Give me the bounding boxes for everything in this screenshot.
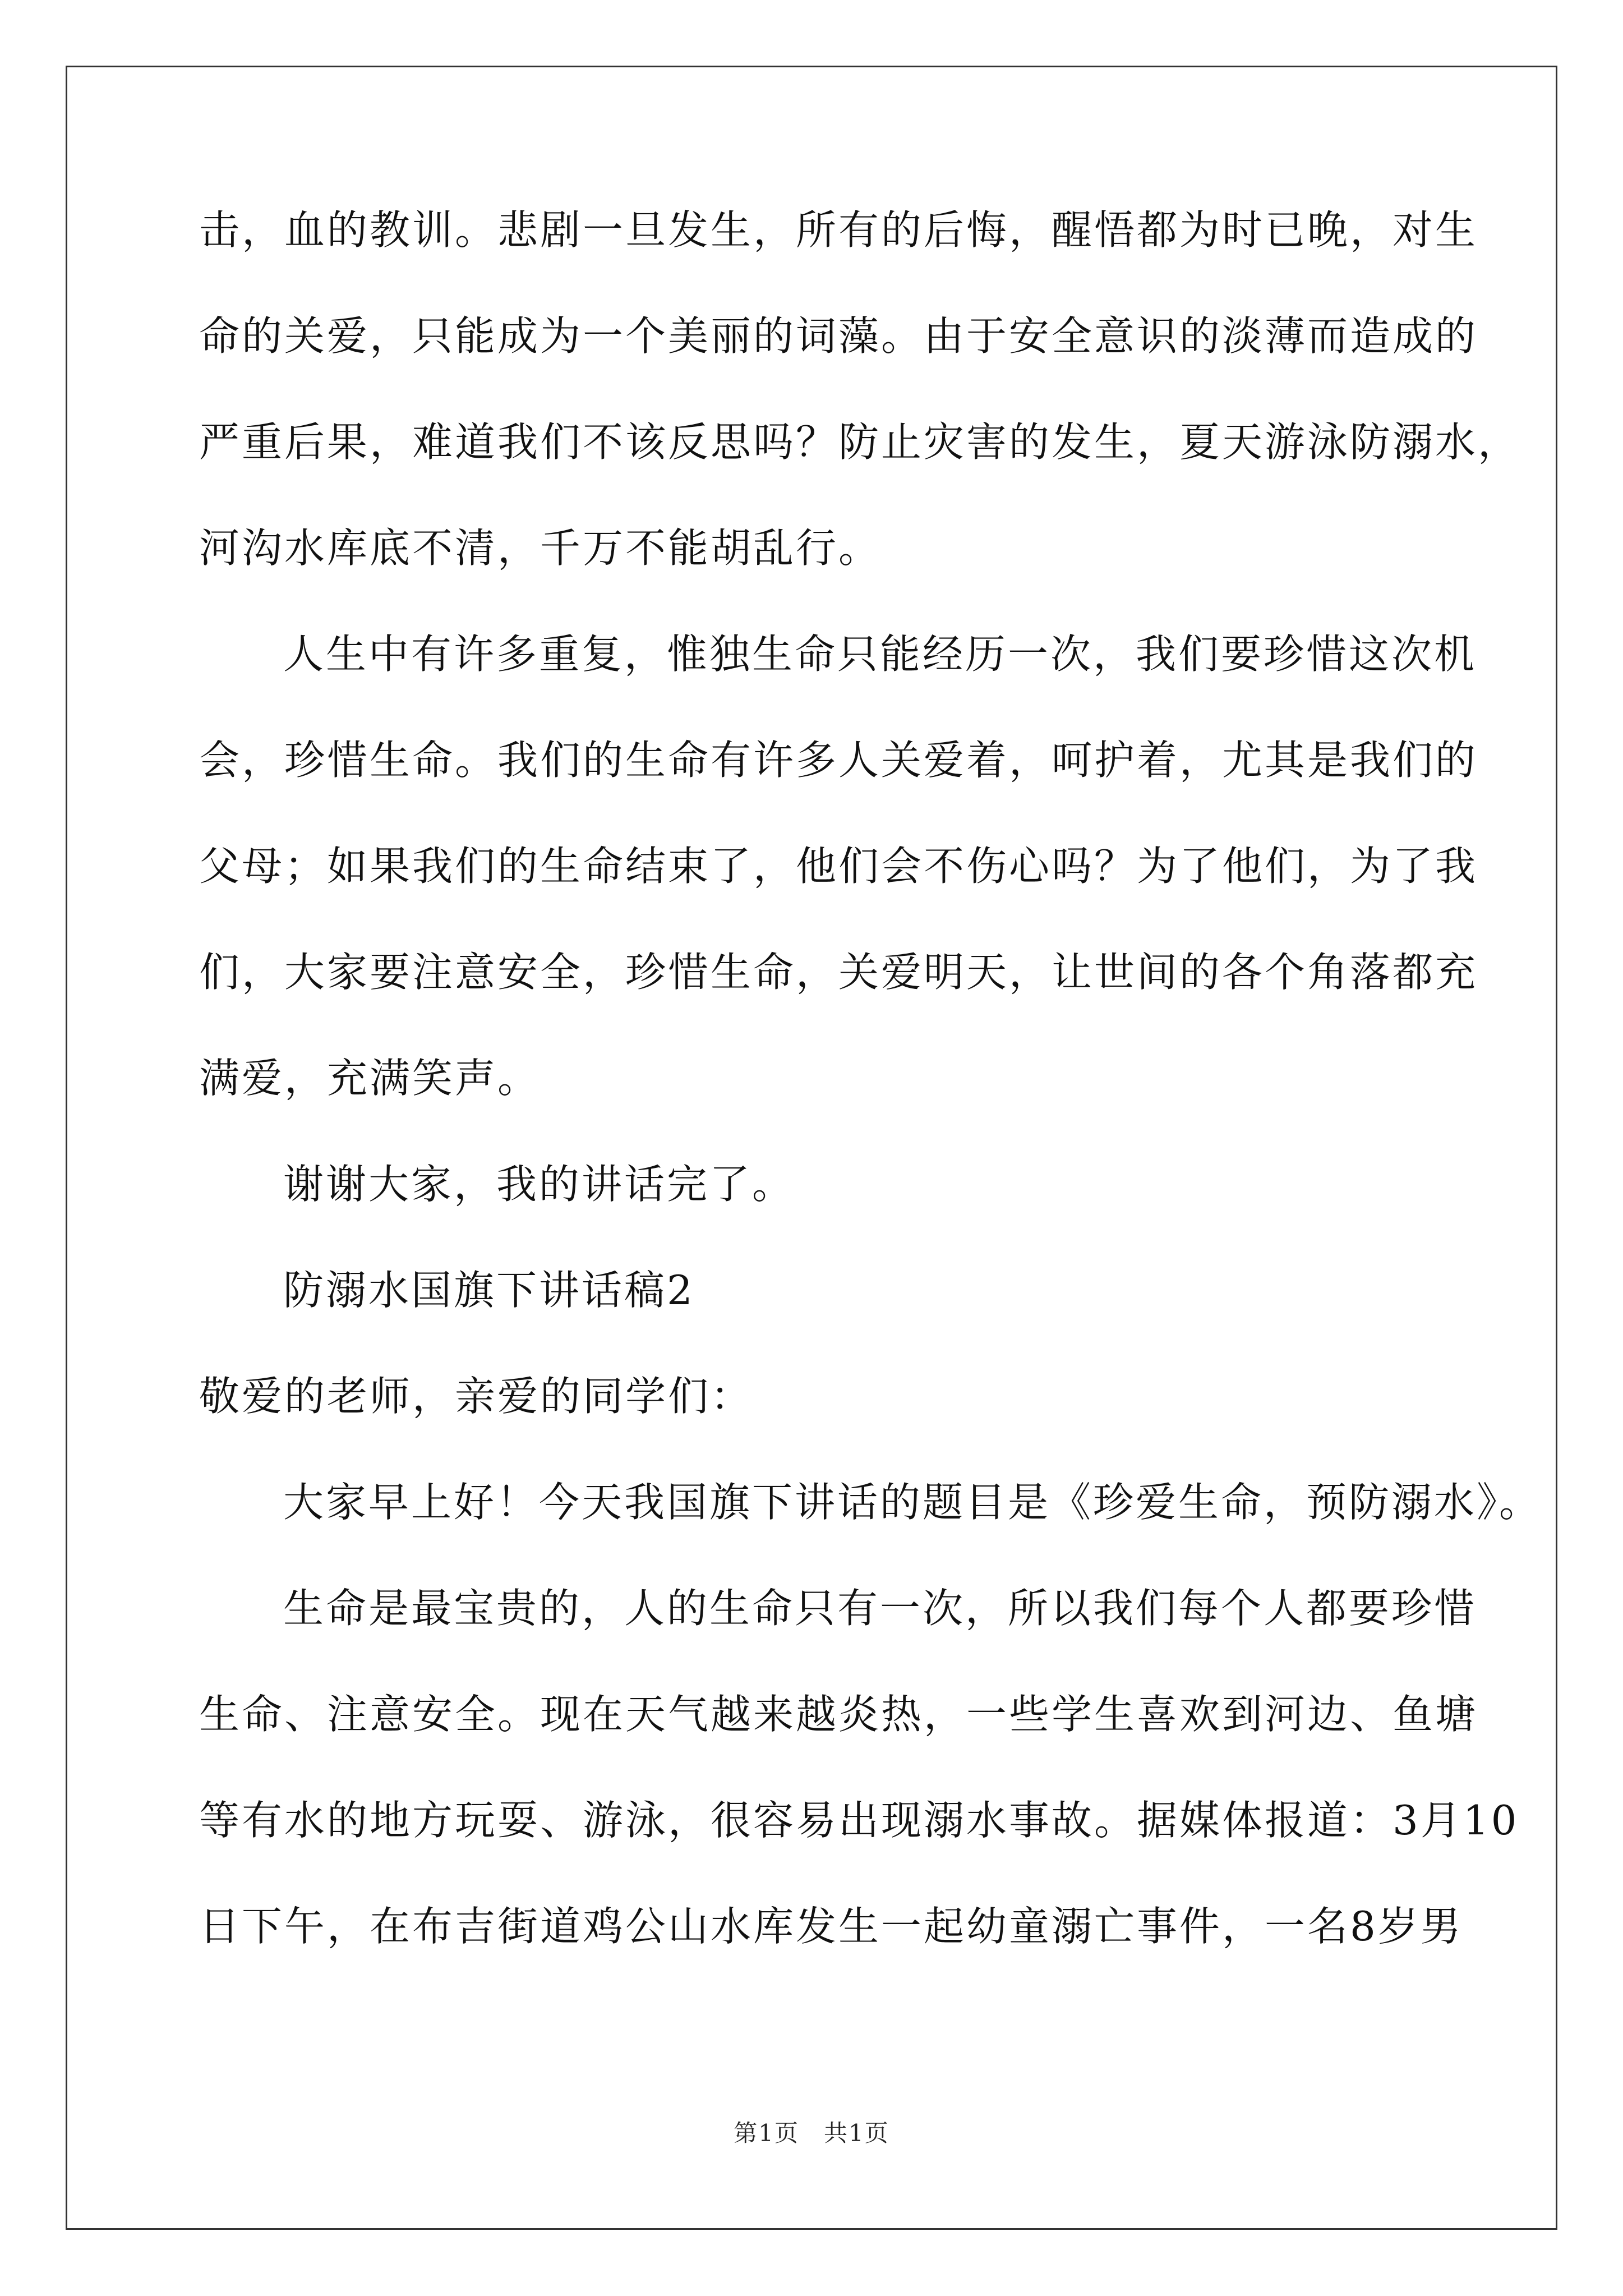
text-line: 生命是最宝贵的，人的生命只有一次，所以我们每个人都要珍惜 xyxy=(283,1585,1477,1632)
section-heading: 防溺水国旗下讲话稿2 xyxy=(283,1267,695,1314)
text-line: 们，大家要注意安全，珍惜生命，关爱明天，让世间的各个角落都充 xyxy=(199,949,1478,996)
text-line: 人生中有许多重复，惟独生命只能经历一次，我们要珍惜这次机 xyxy=(283,631,1477,678)
text-line: 等有水的地方玩耍、游泳，很容易出现溺水事故。据媒体报道：3月10 xyxy=(199,1797,1519,1844)
page-footer: 第1页 共1页 xyxy=(734,2119,889,2147)
text-line: 生命、注意安全。现在天气越来越炎热，一些学生喜欢到河边、鱼塘 xyxy=(199,1691,1478,1738)
text-line: 严重后果，难道我们不该反思吗？防止灾害的发生，夏天游泳防溺水， xyxy=(199,418,1521,466)
text-line: 大家早上好！今天我国旗下讲话的题目是《珍爱生命，预防溺水》。 xyxy=(283,1479,1542,1526)
text-line: 命的关爱，只能成为一个美丽的词藻。由于安全意识的淡薄而造成的 xyxy=(199,312,1478,360)
text-line: 父母；如果我们的生命结束了，他们会不伤心吗？为了他们，为了我 xyxy=(199,843,1478,890)
salutation: 敬爱的老师，亲爱的同学们： xyxy=(199,1373,754,1420)
text-line: 日下午，在布吉街道鸡公山水库发生一起幼童溺亡事件，一名8岁男 xyxy=(199,1903,1463,1950)
text-line: 满爱，充满笑声。 xyxy=(199,1055,541,1102)
document-body xyxy=(199,202,1542,2004)
text-line: 击，血的教训。悲剧一旦发生，所有的后悔，醒悟都为时已晚，对生 xyxy=(199,206,1478,254)
text-line: 谢谢大家，我的讲话完了。 xyxy=(283,1161,795,1208)
text-line: 河沟水库底不清，千万不能胡乱行。 xyxy=(199,524,882,572)
text-line: 会，珍惜生命。我们的生命有许多人关爱着，呵护着，尤其是我们的 xyxy=(199,737,1478,784)
